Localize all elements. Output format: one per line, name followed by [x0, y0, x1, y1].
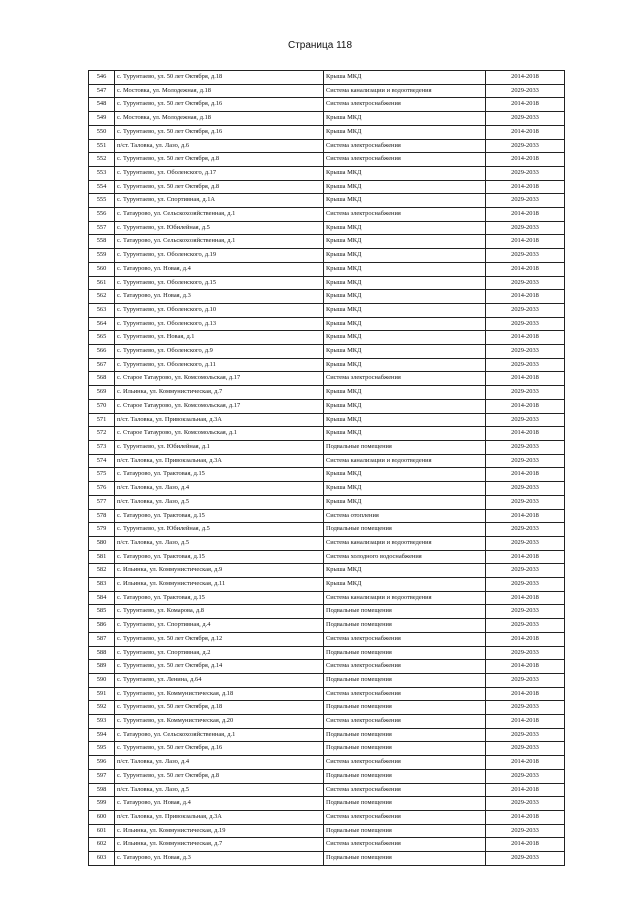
system-cell: Подвальные помещения — [324, 769, 486, 783]
period-cell: 2029-2033 — [486, 495, 565, 509]
row-number-cell: 553 — [89, 166, 115, 180]
table-row — [89, 824, 565, 838]
table-row — [89, 482, 565, 496]
table-row — [89, 331, 565, 345]
period-cell: 2029-2033 — [486, 303, 565, 317]
address-cell: с. Татаурово, ул. Сельскохозяйственная, д.1 — [115, 208, 324, 222]
table-row — [89, 852, 565, 866]
address-cell: с. Ильинка, ул. Коммунистическая, д.9 — [115, 564, 324, 578]
row-number-cell: 552 — [89, 153, 115, 167]
row-number-cell: 570 — [89, 399, 115, 413]
table-row — [89, 303, 565, 317]
period-cell: 2014-2018 — [486, 153, 565, 167]
table-row — [89, 440, 565, 454]
table-row — [89, 372, 565, 386]
system-cell: Подвальные помещения — [324, 619, 486, 633]
period-cell: 2029-2033 — [486, 797, 565, 811]
table-row — [89, 605, 565, 619]
table-row — [89, 208, 565, 222]
address-cell: п/ст. Таловка, ул. Привокзальная, д.3А — [115, 810, 324, 824]
system-cell: Система канализации и водоотведения — [324, 536, 486, 550]
system-cell: Система электроснабжения — [324, 153, 486, 167]
period-cell: 2029-2033 — [486, 605, 565, 619]
address-cell: с. Турунтаево, ул. 50 лет Октября, д.18 — [115, 701, 324, 715]
system-cell: Крыша МКД — [324, 221, 486, 235]
row-number-cell: 563 — [89, 303, 115, 317]
system-cell: Система электроснабжения — [324, 810, 486, 824]
system-cell: Система электроснабжения — [324, 139, 486, 153]
row-number-cell: 579 — [89, 523, 115, 537]
row-number-cell: 582 — [89, 564, 115, 578]
address-cell: с. Татаурово, ул. Трактовая, д.15 — [115, 468, 324, 482]
table-row — [89, 194, 565, 208]
period-cell: 2029-2033 — [486, 386, 565, 400]
system-cell: Крыша МКД — [324, 262, 486, 276]
table-row — [89, 386, 565, 400]
address-cell: с. Турунтаево, ул. 50 лет Октября, д.14 — [115, 660, 324, 674]
system-cell: Система холодного водоснабжения — [324, 550, 486, 564]
row-number-cell: 601 — [89, 824, 115, 838]
address-cell: с. Татаурово, ул. Сельскохозяйственная, д.1 — [115, 235, 324, 249]
row-number-cell: 602 — [89, 838, 115, 852]
table-row — [89, 454, 565, 468]
system-cell: Крыша МКД — [324, 578, 486, 592]
system-cell: Крыша МКД — [324, 235, 486, 249]
address-cell: с. Турунтаево, ул. Оболенского, д.10 — [115, 303, 324, 317]
period-cell: 2014-2018 — [486, 756, 565, 770]
period-cell: 2014-2018 — [486, 427, 565, 441]
row-number-cell: 577 — [89, 495, 115, 509]
address-cell: с. Турунтаево, ул. Спортивная, д.2 — [115, 646, 324, 660]
period-cell: 2029-2033 — [486, 578, 565, 592]
address-cell: п/ст. Таловка, ул. Лазо, д.5 — [115, 495, 324, 509]
period-cell: 2029-2033 — [486, 221, 565, 235]
period-cell: 2014-2018 — [486, 71, 565, 85]
table-row — [89, 742, 565, 756]
row-number-cell: 569 — [89, 386, 115, 400]
period-cell: 2029-2033 — [486, 701, 565, 715]
period-cell: 2014-2018 — [486, 372, 565, 386]
address-cell: с. Ильинка, ул. Коммунистическая, д.7 — [115, 386, 324, 400]
system-cell: Система электроснабжения — [324, 660, 486, 674]
row-number-cell: 564 — [89, 317, 115, 331]
address-cell: с. Татаурово, ул. Новая, д.3 — [115, 290, 324, 304]
period-cell: 2014-2018 — [486, 125, 565, 139]
system-cell: Система канализации и водоотведения — [324, 591, 486, 605]
address-cell: п/ст. Таловка, ул. Лазо, д.4 — [115, 756, 324, 770]
address-cell: с. Турунтаево, ул. Юбилейная, д.5 — [115, 221, 324, 235]
period-cell: 2029-2033 — [486, 413, 565, 427]
address-cell: с. Турунтаево, ул. Оболенского, д.15 — [115, 276, 324, 290]
table-row — [89, 550, 565, 564]
table-row — [89, 495, 565, 509]
table-row — [89, 427, 565, 441]
period-cell: 2029-2033 — [486, 139, 565, 153]
system-cell: Система канализации и водоотведения — [324, 84, 486, 98]
table-row — [89, 687, 565, 701]
system-cell: Крыша МКД — [324, 112, 486, 126]
table-row — [89, 358, 565, 372]
address-cell: с. Татаурово, ул. Трактовая, д.15 — [115, 591, 324, 605]
period-cell: 2014-2018 — [486, 468, 565, 482]
period-cell: 2029-2033 — [486, 619, 565, 633]
system-cell: Крыша МКД — [324, 276, 486, 290]
row-number-cell: 561 — [89, 276, 115, 290]
row-number-cell: 560 — [89, 262, 115, 276]
system-cell: Крыша МКД — [324, 71, 486, 85]
row-number-cell: 586 — [89, 619, 115, 633]
row-number-cell: 596 — [89, 756, 115, 770]
period-cell: 2014-2018 — [486, 660, 565, 674]
address-cell: с. Турунтаево, ул. Коммунистическая, д.20 — [115, 715, 324, 729]
system-cell: Подвальные помещения — [324, 742, 486, 756]
period-cell: 2014-2018 — [486, 208, 565, 222]
period-cell: 2029-2033 — [486, 249, 565, 263]
address-cell: с. Татаурово, ул. Новая, д.3 — [115, 852, 324, 866]
address-cell: с. Турунтаево, ул. Спортивная, д.4 — [115, 619, 324, 633]
system-cell: Крыша МКД — [324, 125, 486, 139]
period-cell: 2029-2033 — [486, 440, 565, 454]
row-number-cell: 584 — [89, 591, 115, 605]
row-number-cell: 547 — [89, 84, 115, 98]
table-row — [89, 112, 565, 126]
row-number-cell: 589 — [89, 660, 115, 674]
row-number-cell: 559 — [89, 249, 115, 263]
system-cell: Подвальные помещения — [324, 824, 486, 838]
row-number-cell: 598 — [89, 783, 115, 797]
row-number-cell: 590 — [89, 673, 115, 687]
row-number-cell: 567 — [89, 358, 115, 372]
address-cell: с. Турунтаево, ул. Оболенского, д.9 — [115, 345, 324, 359]
row-number-cell: 572 — [89, 427, 115, 441]
row-number-cell: 588 — [89, 646, 115, 660]
row-number-cell: 578 — [89, 509, 115, 523]
table-row — [89, 578, 565, 592]
row-number-cell: 555 — [89, 194, 115, 208]
row-number-cell: 565 — [89, 331, 115, 345]
system-cell: Крыша МКД — [324, 413, 486, 427]
system-cell: Система электроснабжения — [324, 372, 486, 386]
row-number-cell: 592 — [89, 701, 115, 715]
row-number-cell: 550 — [89, 125, 115, 139]
row-number-cell: 557 — [89, 221, 115, 235]
address-cell: с. Турунтаево, ул. Оболенского, д.11 — [115, 358, 324, 372]
table-row — [89, 810, 565, 824]
table-row — [89, 619, 565, 633]
system-cell: Система электроснабжения — [324, 715, 486, 729]
address-cell: с. Старое Татаурово, ул. Комсомольская, д.17 — [115, 372, 324, 386]
table-row — [89, 536, 565, 550]
address-cell: п/ст. Таловка, ул. Лазо, д.4 — [115, 482, 324, 496]
period-cell: 2029-2033 — [486, 358, 565, 372]
system-cell: Крыша МКД — [324, 564, 486, 578]
system-cell: Подвальные помещения — [324, 673, 486, 687]
table-body — [89, 71, 565, 866]
system-cell: Крыша МКД — [324, 345, 486, 359]
system-cell: Подвальные помещения — [324, 728, 486, 742]
row-number-cell: 554 — [89, 180, 115, 194]
address-cell: с. Турунтаево, ул. Новая, д.1 — [115, 331, 324, 345]
period-cell: 2029-2033 — [486, 345, 565, 359]
table-row — [89, 632, 565, 646]
address-cell: с. Турунтаево, ул. 50 лет Октября, д.16 — [115, 742, 324, 756]
address-cell: с. Ильинка, ул. Коммунистическая, д.11 — [115, 578, 324, 592]
system-cell: Крыша МКД — [324, 495, 486, 509]
period-cell: 2029-2033 — [486, 454, 565, 468]
period-cell: 2014-2018 — [486, 98, 565, 112]
row-number-cell: 568 — [89, 372, 115, 386]
repair-schedule-table — [88, 70, 565, 866]
system-cell: Крыша МКД — [324, 180, 486, 194]
table-row — [89, 345, 565, 359]
table-row — [89, 317, 565, 331]
system-cell: Система отопления — [324, 509, 486, 523]
address-cell: п/ст. Таловка, ул. Привокзальная, д.3А — [115, 454, 324, 468]
table-row — [89, 838, 565, 852]
system-cell: Подвальные помещения — [324, 440, 486, 454]
table-row — [89, 98, 565, 112]
address-cell: с. Мостовка, ул. Молодежная, д.18 — [115, 84, 324, 98]
system-cell: Система канализации и водоотведения — [324, 454, 486, 468]
row-number-cell: 591 — [89, 687, 115, 701]
address-cell: с. Татаурово, ул. Сельскохозяйственная, д.1 — [115, 728, 324, 742]
table-row — [89, 71, 565, 85]
period-cell: 2029-2033 — [486, 564, 565, 578]
row-number-cell: 600 — [89, 810, 115, 824]
address-cell: п/ст. Таловка, ул. Лазо, д.5 — [115, 536, 324, 550]
table-row — [89, 756, 565, 770]
system-cell: Крыша МКД — [324, 303, 486, 317]
system-cell: Крыша МКД — [324, 358, 486, 372]
table-row — [89, 523, 565, 537]
table-row — [89, 249, 565, 263]
row-number-cell: 585 — [89, 605, 115, 619]
period-cell: 2029-2033 — [486, 769, 565, 783]
period-cell: 2029-2033 — [486, 317, 565, 331]
table-row — [89, 221, 565, 235]
row-number-cell: 597 — [89, 769, 115, 783]
table-row — [89, 646, 565, 660]
system-cell: Система электроснабжения — [324, 756, 486, 770]
page-number-header: Страница 118 — [287, 40, 353, 51]
table-row — [89, 769, 565, 783]
period-cell: 2014-2018 — [486, 687, 565, 701]
table-row — [89, 166, 565, 180]
period-cell: 2014-2018 — [486, 783, 565, 797]
period-cell: 2014-2018 — [486, 180, 565, 194]
period-cell: 2014-2018 — [486, 290, 565, 304]
row-number-cell: 558 — [89, 235, 115, 249]
period-cell: 2014-2018 — [486, 591, 565, 605]
row-number-cell: 583 — [89, 578, 115, 592]
period-cell: 2029-2033 — [486, 84, 565, 98]
table-row — [89, 715, 565, 729]
table-row — [89, 139, 565, 153]
table-row — [89, 235, 565, 249]
system-cell: Подвальные помещения — [324, 852, 486, 866]
system-cell: Система электроснабжения — [324, 208, 486, 222]
row-number-cell: 556 — [89, 208, 115, 222]
period-cell: 2014-2018 — [486, 810, 565, 824]
period-cell: 2029-2033 — [486, 523, 565, 537]
address-cell: с. Турунтаево, ул. Оболенского, д.17 — [115, 166, 324, 180]
table-row — [89, 728, 565, 742]
period-cell: 2014-2018 — [486, 399, 565, 413]
table-row — [89, 399, 565, 413]
address-cell: с. Турунтаево, ул. 50 лет Октября, д.18 — [115, 71, 324, 85]
period-cell: 2029-2033 — [486, 112, 565, 126]
address-cell: с. Ильинка, ул. Коммунистическая, д.19 — [115, 824, 324, 838]
row-number-cell: 603 — [89, 852, 115, 866]
address-cell: с. Турунтаево, ул. 50 лет Октября, д.8 — [115, 153, 324, 167]
row-number-cell: 571 — [89, 413, 115, 427]
address-cell: с. Турунтаево, ул. Ленина, д.64 — [115, 673, 324, 687]
period-cell: 2029-2033 — [486, 673, 565, 687]
row-number-cell: 587 — [89, 632, 115, 646]
period-cell: 2029-2033 — [486, 742, 565, 756]
address-cell: с. Турунтаево, ул. Спортивная, д.1А — [115, 194, 324, 208]
row-number-cell: 551 — [89, 139, 115, 153]
address-cell: с. Мостовка, ул. Молодежная, д.18 — [115, 112, 324, 126]
system-cell: Подвальные помещения — [324, 646, 486, 660]
row-number-cell: 576 — [89, 482, 115, 496]
address-cell: п/ст. Таловка, ул. Лазо, д.5 — [115, 783, 324, 797]
table-row — [89, 797, 565, 811]
system-cell: Крыша МКД — [324, 482, 486, 496]
table-row — [89, 153, 565, 167]
table-row — [89, 125, 565, 139]
system-cell: Крыша МКД — [324, 166, 486, 180]
period-cell: 2014-2018 — [486, 715, 565, 729]
address-cell: с. Татаурово, ул. Новая, д.4 — [115, 797, 324, 811]
table-row — [89, 276, 565, 290]
period-cell: 2014-2018 — [486, 262, 565, 276]
row-number-cell: 599 — [89, 797, 115, 811]
system-cell: Крыша МКД — [324, 331, 486, 345]
system-cell: Крыша МКД — [324, 399, 486, 413]
address-cell: с. Ильинка, ул. Коммунистическая, д.7 — [115, 838, 324, 852]
table-row — [89, 564, 565, 578]
row-number-cell: 546 — [89, 71, 115, 85]
row-number-cell: 548 — [89, 98, 115, 112]
row-number-cell: 575 — [89, 468, 115, 482]
period-cell: 2029-2033 — [486, 194, 565, 208]
system-cell: Крыша МКД — [324, 290, 486, 304]
address-cell: с. Татаурово, ул. Новая, д.4 — [115, 262, 324, 276]
table-row — [89, 413, 565, 427]
period-cell: 2014-2018 — [486, 235, 565, 249]
address-cell: с. Старое Татаурово, ул. Комсомольская, д.17 — [115, 399, 324, 413]
table-row — [89, 673, 565, 687]
address-cell: с. Турунтаево, ул. 50 лет Октября, д.8 — [115, 769, 324, 783]
address-cell: с. Турунтаево, ул. Комарова, д.8 — [115, 605, 324, 619]
table-row — [89, 591, 565, 605]
table-row — [89, 262, 565, 276]
address-cell: с. Турунтаево, ул. Оболенского, д.19 — [115, 249, 324, 263]
system-cell: Система электроснабжения — [324, 98, 486, 112]
row-number-cell: 595 — [89, 742, 115, 756]
address-cell: с. Турунтаево, ул. 50 лет Октября, д.16 — [115, 125, 324, 139]
system-cell: Система электроснабжения — [324, 632, 486, 646]
period-cell: 2029-2033 — [486, 276, 565, 290]
address-cell: с. Татаурово, ул. Трактовая, д.15 — [115, 509, 324, 523]
row-number-cell: 574 — [89, 454, 115, 468]
row-number-cell: 573 — [89, 440, 115, 454]
period-cell: 2014-2018 — [486, 509, 565, 523]
period-cell: 2029-2033 — [486, 482, 565, 496]
period-cell: 2029-2033 — [486, 536, 565, 550]
system-cell: Подвальные помещения — [324, 797, 486, 811]
period-cell: 2029-2033 — [486, 646, 565, 660]
table-row — [89, 783, 565, 797]
system-cell: Крыша МКД — [324, 194, 486, 208]
table-row — [89, 290, 565, 304]
system-cell: Крыша МКД — [324, 427, 486, 441]
table-row — [89, 701, 565, 715]
address-cell: с. Турунтаево, ул. 50 лет Октября, д.8 — [115, 180, 324, 194]
period-cell: 2014-2018 — [486, 550, 565, 564]
address-cell: с. Турунтаево, ул. 50 лет Октября, д.12 — [115, 632, 324, 646]
system-cell: Крыша МКД — [324, 468, 486, 482]
address-cell: с. Турунтаево, ул. 50 лет Октября, д.16 — [115, 98, 324, 112]
row-number-cell: 562 — [89, 290, 115, 304]
address-cell: с. Турунтаево, ул. Коммунистическая, д.18 — [115, 687, 324, 701]
row-number-cell: 594 — [89, 728, 115, 742]
table-row — [89, 84, 565, 98]
system-cell: Система электроснабжения — [324, 687, 486, 701]
row-number-cell: 580 — [89, 536, 115, 550]
system-cell: Подвальные помещения — [324, 701, 486, 715]
row-number-cell: 593 — [89, 715, 115, 729]
system-cell: Система электроснабжения — [324, 783, 486, 797]
table-row — [89, 509, 565, 523]
address-cell: с. Турунтаево, ул. Оболенского, д.13 — [115, 317, 324, 331]
system-cell: Крыша МКД — [324, 249, 486, 263]
period-cell: 2029-2033 — [486, 728, 565, 742]
table-row — [89, 468, 565, 482]
address-cell: с. Старое Татаурово, ул. Комсомольская, д.1 — [115, 427, 324, 441]
address-cell: с. Турунтаево, ул. Юбилейная, д.5 — [115, 523, 324, 537]
period-cell: 2014-2018 — [486, 838, 565, 852]
period-cell: 2029-2033 — [486, 824, 565, 838]
row-number-cell: 566 — [89, 345, 115, 359]
address-cell: п/ст. Таловка, ул. Привокзальная, д.3А — [115, 413, 324, 427]
table-row — [89, 660, 565, 674]
system-cell: Подвальные помещения — [324, 605, 486, 619]
system-cell: Подвальные помещения — [324, 523, 486, 537]
period-cell: 2029-2033 — [486, 852, 565, 866]
period-cell: 2014-2018 — [486, 331, 565, 345]
address-cell: с. Татаурово, ул. Трактовая, д.15 — [115, 550, 324, 564]
table-row — [89, 180, 565, 194]
row-number-cell: 581 — [89, 550, 115, 564]
period-cell: 2029-2033 — [486, 166, 565, 180]
period-cell: 2014-2018 — [486, 632, 565, 646]
address-cell: с. Турунтаево, ул. Юбилейная, д.1 — [115, 440, 324, 454]
row-number-cell: 549 — [89, 112, 115, 126]
system-cell: Крыша МКД — [324, 317, 486, 331]
system-cell: Система электроснабжения — [324, 838, 486, 852]
address-cell: п/ст. Таловка, ул. Лазо, д.6 — [115, 139, 324, 153]
system-cell: Крыша МКД — [324, 386, 486, 400]
